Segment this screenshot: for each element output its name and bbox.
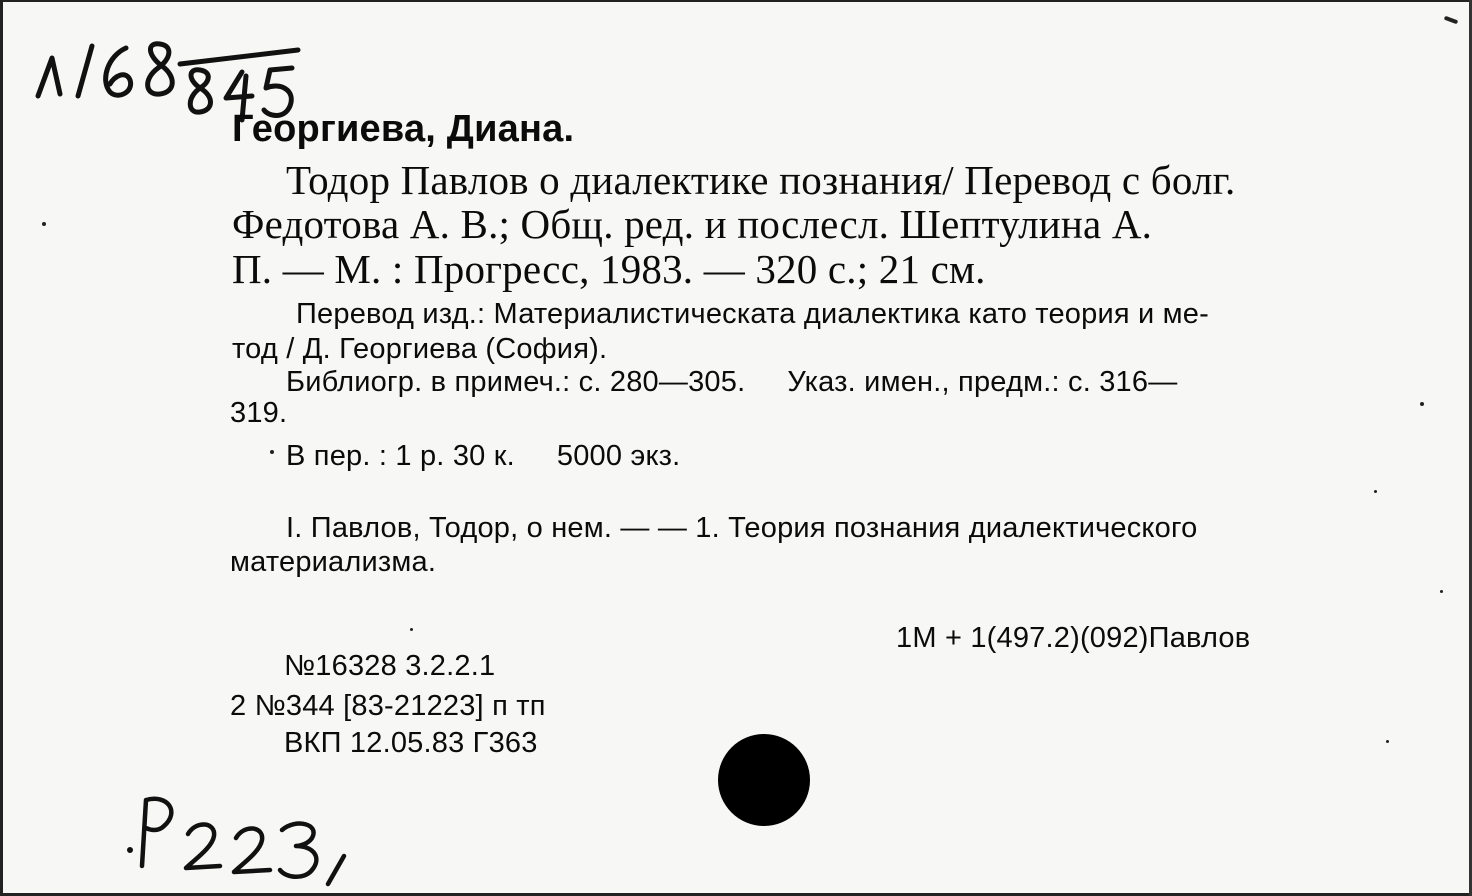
shipping-line: ВКП 12.05.83 Г363: [284, 727, 538, 759]
index-pages: Указ. имен., предм.: с. 316—: [787, 366, 1178, 398]
title-line: Федотова А. В.; Общ. ред. и послесл. Шептулина А.: [232, 201, 1153, 247]
classification-index: 1М + 1(497.2)(092)Павлов: [896, 622, 1251, 654]
bibliography-note: [286, 366, 1177, 399]
scan-speck: [1386, 740, 1389, 743]
binding-price: В пер. : 1 р. 30 к.: [286, 440, 515, 472]
title-line: П. — М. : Прогресс, 1983. — 320 с.; 21 см.: [232, 246, 986, 292]
bibliography-pages: Библиогр. в примеч.: с. 280—305.: [286, 366, 746, 398]
copies-count: 5000 экз.: [556, 440, 681, 472]
card-border-top: [0, 0, 1472, 8]
subject-heading: I. Павлов, Тодор, о нем. — — 1. Теория познания диалектического: [286, 512, 1198, 544]
translation-note: Перевод изд.: Материалистическата диалектика като теория и ме-: [296, 298, 1209, 330]
subject-heading-cont: материализма.: [230, 546, 437, 578]
scan-speck: [1440, 590, 1443, 593]
punched-hole: [718, 734, 810, 826]
card-border-right: [1463, 0, 1472, 896]
index-pages-cont: 319.: [230, 397, 288, 429]
price-line: [286, 440, 680, 473]
shipping-line: №16328 3.2.2.1: [284, 650, 496, 682]
title-line: Тодор Павлов о диалектике познания/ Перевод с болг.: [286, 157, 1236, 203]
scan-speck: [1420, 402, 1424, 406]
scan-speck: [42, 222, 46, 226]
shipping-line: 2 №344 [83-21223] п тп: [230, 690, 546, 722]
card-border-left: [0, 0, 11, 896]
handwritten-shelf-mark: [116, 786, 356, 886]
scan-speck: [1444, 16, 1459, 25]
scan-speck: [270, 450, 274, 454]
scan-speck: [410, 628, 413, 631]
scan-speck: [1374, 490, 1377, 493]
translation-note-cont: тод / Д. Георгиева (София).: [232, 333, 608, 365]
author-heading: Георгиева, Диана.: [232, 108, 575, 150]
